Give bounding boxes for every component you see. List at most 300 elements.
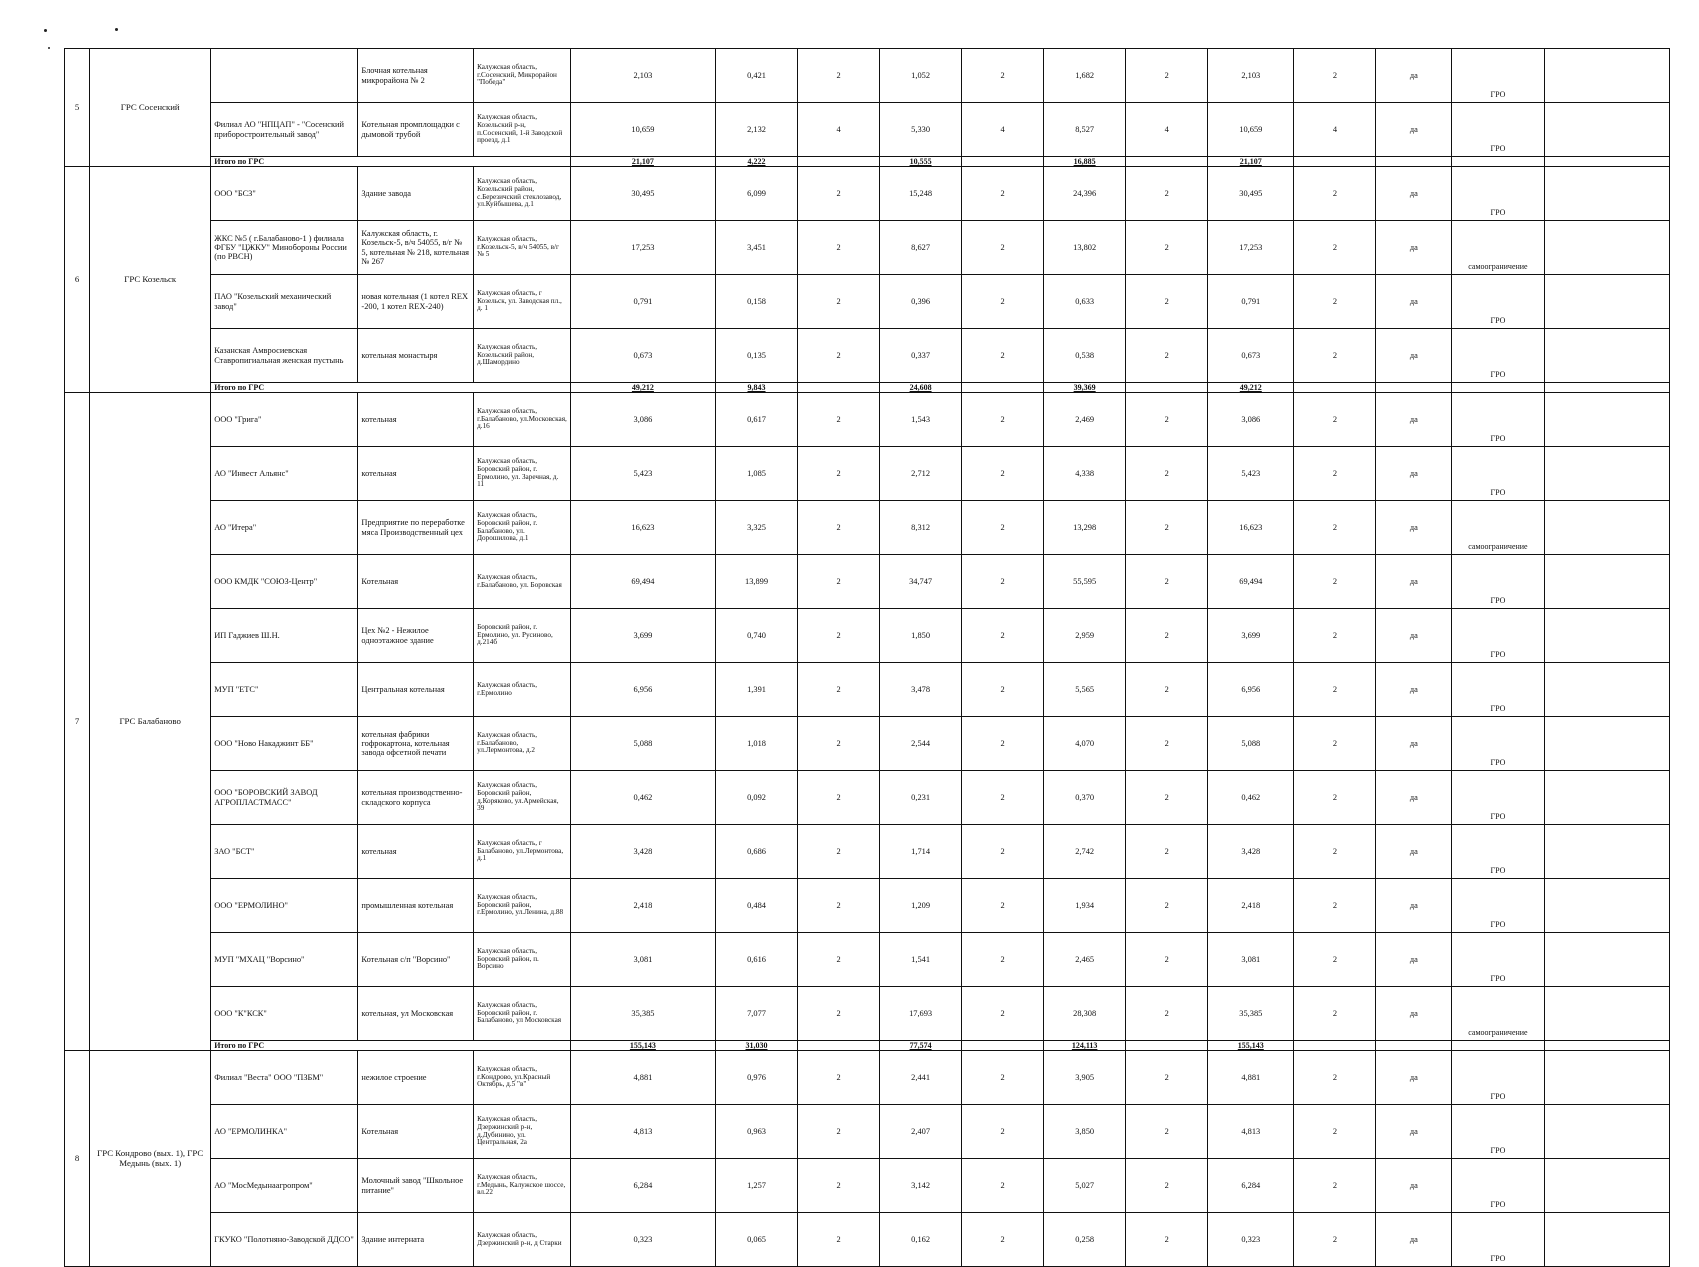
cell-k2: 4	[962, 103, 1044, 157]
row-number: 7	[65, 393, 90, 1051]
cell-v5: 5,423	[1208, 447, 1294, 501]
cell-v3: 8,312	[880, 501, 962, 555]
empty-cell	[1294, 157, 1376, 167]
empty-cell	[1544, 609, 1669, 663]
cell-v5: 2,103	[1208, 49, 1294, 103]
cell-k3: 2	[1126, 49, 1208, 103]
cell-v3: 1,052	[880, 49, 962, 103]
object-name: котельная	[358, 393, 474, 447]
object-name: котельная монастыря	[358, 329, 474, 383]
cell-v3: 1,209	[880, 879, 962, 933]
cell-yn: да	[1376, 1213, 1452, 1267]
cell-v3: 2,407	[880, 1105, 962, 1159]
cell-yn: да	[1376, 1105, 1452, 1159]
object-address: Калужская область, Боровский район, г.Ермолино, ул.Ленина, д.88	[474, 879, 571, 933]
object-address: Калужская область, Дзержинский р-н, д.Дубинино, ул. Центральная, 2а	[474, 1105, 571, 1159]
cell-v1: 69,494	[570, 555, 715, 609]
empty-cell	[1544, 221, 1669, 275]
regime-cell: самоограничение	[1452, 987, 1545, 1041]
empty-cell	[1544, 103, 1669, 157]
cell-v1: 30,495	[570, 167, 715, 221]
empty-cell	[1544, 555, 1669, 609]
cell-yn: да	[1376, 663, 1452, 717]
cell-v2: 0,158	[716, 275, 798, 329]
consumer-name: ООО "К"КСК"	[211, 987, 358, 1041]
cell-k1: 2	[798, 49, 880, 103]
cell-v2: 0,135	[716, 329, 798, 383]
cell-k2: 2	[962, 49, 1044, 103]
table-row	[65, 1051, 1670, 1105]
object-address: Калужская область, г.Балабаново, ул. Боровская	[474, 555, 571, 609]
empty-cell	[1544, 275, 1669, 329]
total-v4: 39,369	[1044, 383, 1126, 393]
cell-k3: 2	[1126, 167, 1208, 221]
cell-v1: 2,418	[570, 879, 715, 933]
object-address: Калужская область, г.Ермолино	[474, 663, 571, 717]
object-name: котельная	[358, 825, 474, 879]
consumer-name: Филиал АО "НПЦАП" - "Сосенский приборостроительный завод"	[211, 103, 358, 157]
cell-v3: 1,714	[880, 825, 962, 879]
regime-cell: ГРО	[1452, 275, 1545, 329]
cell-k2: 2	[962, 329, 1044, 383]
object-address: Калужская область, Боровский район, п. Ворсино	[474, 933, 571, 987]
cell-k4: 2	[1294, 393, 1376, 447]
cell-v5: 2,418	[1208, 879, 1294, 933]
gas-consumers-table	[64, 48, 1670, 1267]
cell-k2: 2	[962, 717, 1044, 771]
consumer-name: ООО КМДК "СОЮЗ-Центр"	[211, 555, 358, 609]
cell-k3: 4	[1126, 103, 1208, 157]
object-address: Калужская область, г.Медынь, Калужское шоссе, вл.22	[474, 1159, 571, 1213]
total-v3: 24,608	[880, 383, 962, 393]
empty-cell	[1376, 383, 1452, 393]
object-name: Котельная промплощадки с дымовой трубой	[358, 103, 474, 157]
cell-k1: 2	[798, 555, 880, 609]
consumer-name: МУП "МХАЦ "Ворсино"	[211, 933, 358, 987]
empty-cell	[1544, 49, 1669, 103]
object-name: Молочный завод "Школьное питание"	[358, 1159, 474, 1213]
cell-v4: 2,469	[1044, 393, 1126, 447]
total-v1: 21,107	[570, 157, 715, 167]
row-number: 8	[65, 1051, 90, 1267]
empty-cell	[962, 383, 1044, 393]
cell-v3: 2,441	[880, 1051, 962, 1105]
cell-v4: 2,959	[1044, 609, 1126, 663]
empty-cell	[1544, 501, 1669, 555]
cell-yn: да	[1376, 329, 1452, 383]
object-address: Калужская область, г Балабаново, ул.Лермонтова, д.1	[474, 825, 571, 879]
total-v5: 155,143	[1208, 1041, 1294, 1051]
cell-v5: 0,462	[1208, 771, 1294, 825]
cell-v2: 1,085	[716, 447, 798, 501]
cell-v1: 35,385	[570, 987, 715, 1041]
cell-k4: 2	[1294, 49, 1376, 103]
cell-k2: 2	[962, 393, 1044, 447]
consumer-name: ПАО "Козельский механический завод"	[211, 275, 358, 329]
cell-k3: 2	[1126, 1105, 1208, 1159]
group-total-row	[65, 157, 1670, 167]
total-v5: 49,212	[1208, 383, 1294, 393]
cell-yn: да	[1376, 717, 1452, 771]
total-v5: 21,107	[1208, 157, 1294, 167]
empty-cell	[1452, 157, 1545, 167]
empty-cell	[1544, 663, 1669, 717]
cell-yn: да	[1376, 49, 1452, 103]
table-row	[65, 879, 1670, 933]
cell-v3: 0,162	[880, 1213, 962, 1267]
cell-k2: 2	[962, 609, 1044, 663]
cell-v4: 24,396	[1044, 167, 1126, 221]
regime-cell: ГРО	[1452, 717, 1545, 771]
object-address: Калужская область, Боровский район, г. Балабаново, ул Московская	[474, 987, 571, 1041]
regime-cell: ГРО	[1452, 879, 1545, 933]
cell-yn: да	[1376, 933, 1452, 987]
cell-yn: да	[1376, 879, 1452, 933]
cell-v5: 16,623	[1208, 501, 1294, 555]
cell-v2: 1,257	[716, 1159, 798, 1213]
cell-v1: 0,323	[570, 1213, 715, 1267]
cell-v2: 0,092	[716, 771, 798, 825]
empty-cell	[1544, 1041, 1669, 1051]
cell-v2: 0,963	[716, 1105, 798, 1159]
empty-cell	[1544, 825, 1669, 879]
cell-v2: 7,077	[716, 987, 798, 1041]
consumer-name: АО "Инвест Альянс"	[211, 447, 358, 501]
cell-k1: 2	[798, 167, 880, 221]
cell-yn: да	[1376, 825, 1452, 879]
cell-k3: 2	[1126, 555, 1208, 609]
cell-v1: 3,081	[570, 933, 715, 987]
cell-k2: 2	[962, 167, 1044, 221]
object-address: Калужская область, г.Кондрово, ул.Красный Октябрь, д.5 "в"	[474, 1051, 571, 1105]
empty-cell	[1452, 383, 1545, 393]
object-name: Здание интерната	[358, 1213, 474, 1267]
cell-v1: 16,623	[570, 501, 715, 555]
cell-yn: да	[1376, 987, 1452, 1041]
empty-cell	[1544, 1159, 1669, 1213]
object-name: Блочная котельная микрорайона № 2	[358, 49, 474, 103]
cell-yn: да	[1376, 447, 1452, 501]
cell-k2: 2	[962, 275, 1044, 329]
cell-v2: 0,421	[716, 49, 798, 103]
table-row	[65, 103, 1670, 157]
cell-k4: 2	[1294, 987, 1376, 1041]
consumer-name: ООО "БОРОВСКИЙ ЗАВОД АГРОПЛАСТМАСС"	[211, 771, 358, 825]
cell-k4: 2	[1294, 771, 1376, 825]
cell-yn: да	[1376, 501, 1452, 555]
cell-k4: 2	[1294, 717, 1376, 771]
regime-cell: ГРО	[1452, 663, 1545, 717]
table-row	[65, 221, 1670, 275]
cell-k1: 2	[798, 1105, 880, 1159]
cell-v1: 17,253	[570, 221, 715, 275]
consumer-name: ООО "БСЗ"	[211, 167, 358, 221]
consumer-name: МУП "ЕТС"	[211, 663, 358, 717]
total-v1: 155,143	[570, 1041, 715, 1051]
cell-v1: 5,088	[570, 717, 715, 771]
cell-k4: 2	[1294, 1105, 1376, 1159]
cell-k3: 2	[1126, 1213, 1208, 1267]
cell-v3: 0,231	[880, 771, 962, 825]
empty-cell	[798, 1041, 880, 1051]
table-row	[65, 49, 1670, 103]
cell-v4: 0,538	[1044, 329, 1126, 383]
cell-k2: 2	[962, 987, 1044, 1041]
cell-v3: 1,541	[880, 933, 962, 987]
table-row	[65, 663, 1670, 717]
cell-v5: 3,428	[1208, 825, 1294, 879]
cell-v4: 0,633	[1044, 275, 1126, 329]
object-name: промышленная котельная	[358, 879, 474, 933]
empty-cell	[1544, 167, 1669, 221]
cell-v4: 4,070	[1044, 717, 1126, 771]
empty-cell	[1544, 987, 1669, 1041]
cell-v4: 8,527	[1044, 103, 1126, 157]
object-address: Калужская область, Козельский район, д.Шамордино	[474, 329, 571, 383]
cell-k4: 2	[1294, 447, 1376, 501]
cell-v3: 5,330	[880, 103, 962, 157]
total-v3: 77,574	[880, 1041, 962, 1051]
cell-v4: 28,308	[1044, 987, 1126, 1041]
cell-k4: 2	[1294, 609, 1376, 663]
cell-k1: 2	[798, 717, 880, 771]
cell-yn: да	[1376, 103, 1452, 157]
regime-cell: ГРО	[1452, 1051, 1545, 1105]
consumer-name: ЗАО "БСТ"	[211, 825, 358, 879]
cell-k2: 2	[962, 1213, 1044, 1267]
total-v2: 31,030	[716, 1041, 798, 1051]
empty-cell	[1544, 933, 1669, 987]
object-address: Калужская область, Боровский район, г. Балабаново, ул. Дорошилова, д.1	[474, 501, 571, 555]
total-label: Итого по ГРС	[211, 383, 571, 393]
cell-k3: 2	[1126, 221, 1208, 275]
cell-k1: 2	[798, 609, 880, 663]
consumer-name: ООО "Грига"	[211, 393, 358, 447]
object-name: Предприятие по переработке мяса Производственный цех	[358, 501, 474, 555]
object-name: Котельная	[358, 1105, 474, 1159]
empty-cell	[798, 383, 880, 393]
consumer-name: ООО "Ново Накаджинт ББ"	[211, 717, 358, 771]
cell-v5: 3,086	[1208, 393, 1294, 447]
consumer-name: АО "МосМедынаагропром"	[211, 1159, 358, 1213]
table-row	[65, 393, 1670, 447]
cell-k2: 2	[962, 221, 1044, 275]
object-name: Цех №2 - Нежилое одноэтажное здание	[358, 609, 474, 663]
consumer-name: АО "Итера"	[211, 501, 358, 555]
cell-v4: 3,850	[1044, 1105, 1126, 1159]
cell-v1: 4,813	[570, 1105, 715, 1159]
cell-yn: да	[1376, 1159, 1452, 1213]
empty-cell	[1544, 717, 1669, 771]
regime-cell: ГРО	[1452, 393, 1545, 447]
row-number: 5	[65, 49, 90, 167]
table-row	[65, 1159, 1670, 1213]
cell-k1: 2	[798, 393, 880, 447]
regime-cell: ГРО	[1452, 447, 1545, 501]
cell-v3: 8,627	[880, 221, 962, 275]
empty-cell	[1452, 1041, 1545, 1051]
cell-v3: 34,747	[880, 555, 962, 609]
empty-cell	[1126, 383, 1208, 393]
cell-k2: 2	[962, 879, 1044, 933]
object-name: Котельная	[358, 555, 474, 609]
cell-k4: 2	[1294, 1159, 1376, 1213]
object-address: Боровский район, г. Ермолино, ул. Русиново, д.214б	[474, 609, 571, 663]
empty-cell	[1544, 157, 1669, 167]
object-name: котельная	[358, 447, 474, 501]
cell-v3: 2,712	[880, 447, 962, 501]
cell-v3: 15,248	[880, 167, 962, 221]
consumer-name	[211, 49, 358, 103]
regime-cell: ГРО	[1452, 103, 1545, 157]
cell-v2: 3,451	[716, 221, 798, 275]
cell-k3: 2	[1126, 663, 1208, 717]
cell-v1: 5,423	[570, 447, 715, 501]
total-v4: 124,113	[1044, 1041, 1126, 1051]
cell-k2: 2	[962, 933, 1044, 987]
cell-k2: 2	[962, 555, 1044, 609]
cell-v4: 5,565	[1044, 663, 1126, 717]
total-v1: 49,212	[570, 383, 715, 393]
empty-cell	[1126, 157, 1208, 167]
object-address: Калужская область, г Козельск, ул. Заводская пл., д. 1	[474, 275, 571, 329]
consumer-name: ИП Гаджиев Ш.Н.	[211, 609, 358, 663]
empty-cell	[1376, 157, 1452, 167]
empty-cell	[962, 1041, 1044, 1051]
empty-cell	[1544, 1051, 1669, 1105]
regime-cell: ГРО	[1452, 609, 1545, 663]
cell-v5: 3,081	[1208, 933, 1294, 987]
cell-k1: 2	[798, 329, 880, 383]
table-row	[65, 167, 1670, 221]
cell-v5: 6,956	[1208, 663, 1294, 717]
group-total-row	[65, 1041, 1670, 1051]
table-row	[65, 275, 1670, 329]
consumer-name: Казанская Амвросиевская Ставропигиальная женская пустынь	[211, 329, 358, 383]
regime-cell: ГРО	[1452, 771, 1545, 825]
cell-v1: 3,699	[570, 609, 715, 663]
consumer-name: ООО "ЕРМОЛИНО"	[211, 879, 358, 933]
total-v4: 16,885	[1044, 157, 1126, 167]
cell-v2: 0,740	[716, 609, 798, 663]
cell-v1: 0,673	[570, 329, 715, 383]
cell-v1: 3,086	[570, 393, 715, 447]
empty-cell	[1544, 1213, 1669, 1267]
row-number: 6	[65, 167, 90, 393]
cell-v5: 3,699	[1208, 609, 1294, 663]
regime-cell: самоограничение	[1452, 501, 1545, 555]
cell-v2: 0,065	[716, 1213, 798, 1267]
regime-cell: ГРО	[1452, 329, 1545, 383]
object-name: Центральная котельная	[358, 663, 474, 717]
cell-k1: 4	[798, 103, 880, 157]
cell-v2: 0,976	[716, 1051, 798, 1105]
cell-v1: 6,956	[570, 663, 715, 717]
cell-k1: 2	[798, 447, 880, 501]
cell-k4: 2	[1294, 221, 1376, 275]
cell-v5: 10,659	[1208, 103, 1294, 157]
cell-k3: 2	[1126, 933, 1208, 987]
cell-v3: 3,478	[880, 663, 962, 717]
cell-k3: 2	[1126, 1051, 1208, 1105]
cell-v2: 6,099	[716, 167, 798, 221]
consumer-name: АО "ЕРМОЛИНКА"	[211, 1105, 358, 1159]
empty-cell	[1294, 1041, 1376, 1051]
cell-yn: да	[1376, 167, 1452, 221]
grs-name: ГРС Балабаново	[90, 393, 211, 1051]
table-row	[65, 501, 1670, 555]
object-name: Котельная с/п "Ворсино"	[358, 933, 474, 987]
object-address: Калужская область, Козельский р-н, п.Сосенский, 1-й Заводской проезд, д.1	[474, 103, 571, 157]
cell-k2: 2	[962, 1159, 1044, 1213]
object-name: котельная фабрики гофрокартона, котельная завода офсетной печати	[358, 717, 474, 771]
cell-k1: 2	[798, 825, 880, 879]
cell-v5: 0,673	[1208, 329, 1294, 383]
cell-v2: 0,686	[716, 825, 798, 879]
consumer-name: ГКУКО "Полотняно-Заводской ДДСО"	[211, 1213, 358, 1267]
grs-name: ГРС Козельск	[90, 167, 211, 393]
scan-speck	[115, 28, 118, 31]
cell-v2: 0,616	[716, 933, 798, 987]
table-row	[65, 987, 1670, 1041]
empty-cell	[1544, 393, 1669, 447]
cell-k4: 2	[1294, 501, 1376, 555]
cell-v4: 13,802	[1044, 221, 1126, 275]
cell-v5: 6,284	[1208, 1159, 1294, 1213]
cell-k3: 2	[1126, 879, 1208, 933]
cell-v2: 1,391	[716, 663, 798, 717]
cell-v5: 17,253	[1208, 221, 1294, 275]
empty-cell	[1544, 447, 1669, 501]
consumer-name: Филиал "Веста" ООО "ПЗБМ"	[211, 1051, 358, 1105]
cell-v4: 1,934	[1044, 879, 1126, 933]
cell-k1: 2	[798, 1213, 880, 1267]
cell-v3: 3,142	[880, 1159, 962, 1213]
object-address: Калужская область, Дзержинский р-н, д Старки	[474, 1213, 571, 1267]
cell-v3: 0,396	[880, 275, 962, 329]
cell-k3: 2	[1126, 987, 1208, 1041]
cell-k1: 2	[798, 879, 880, 933]
grs-name: ГРС Кондрово (вых. 1), ГРС Медынь (вых. 1)	[90, 1051, 211, 1267]
table-body	[65, 49, 1670, 1267]
table-row	[65, 933, 1670, 987]
cell-k1: 2	[798, 1051, 880, 1105]
cell-v3: 0,337	[880, 329, 962, 383]
scan-speck	[44, 29, 47, 32]
cell-v2: 13,899	[716, 555, 798, 609]
cell-v1: 3,428	[570, 825, 715, 879]
cell-k3: 2	[1126, 609, 1208, 663]
empty-cell	[1544, 1105, 1669, 1159]
object-name: нежилое строение	[358, 1051, 474, 1105]
regime-cell: ГРО	[1452, 555, 1545, 609]
table-row	[65, 447, 1670, 501]
cell-v5: 4,813	[1208, 1105, 1294, 1159]
object-address: Калужская область, Боровский район, д.Коряково, ул.Армейская, 39	[474, 771, 571, 825]
cell-v2: 3,325	[716, 501, 798, 555]
cell-v2: 2,132	[716, 103, 798, 157]
total-label: Итого по ГРС	[211, 157, 571, 167]
cell-k2: 2	[962, 771, 1044, 825]
cell-k1: 2	[798, 987, 880, 1041]
cell-k3: 2	[1126, 825, 1208, 879]
cell-k4: 2	[1294, 663, 1376, 717]
cell-v5: 5,088	[1208, 717, 1294, 771]
total-label: Итого по ГРС	[211, 1041, 571, 1051]
object-address: Калужская область, г.Балабаново, ул.Московская, д.16	[474, 393, 571, 447]
cell-k1: 2	[798, 501, 880, 555]
cell-v4: 2,465	[1044, 933, 1126, 987]
